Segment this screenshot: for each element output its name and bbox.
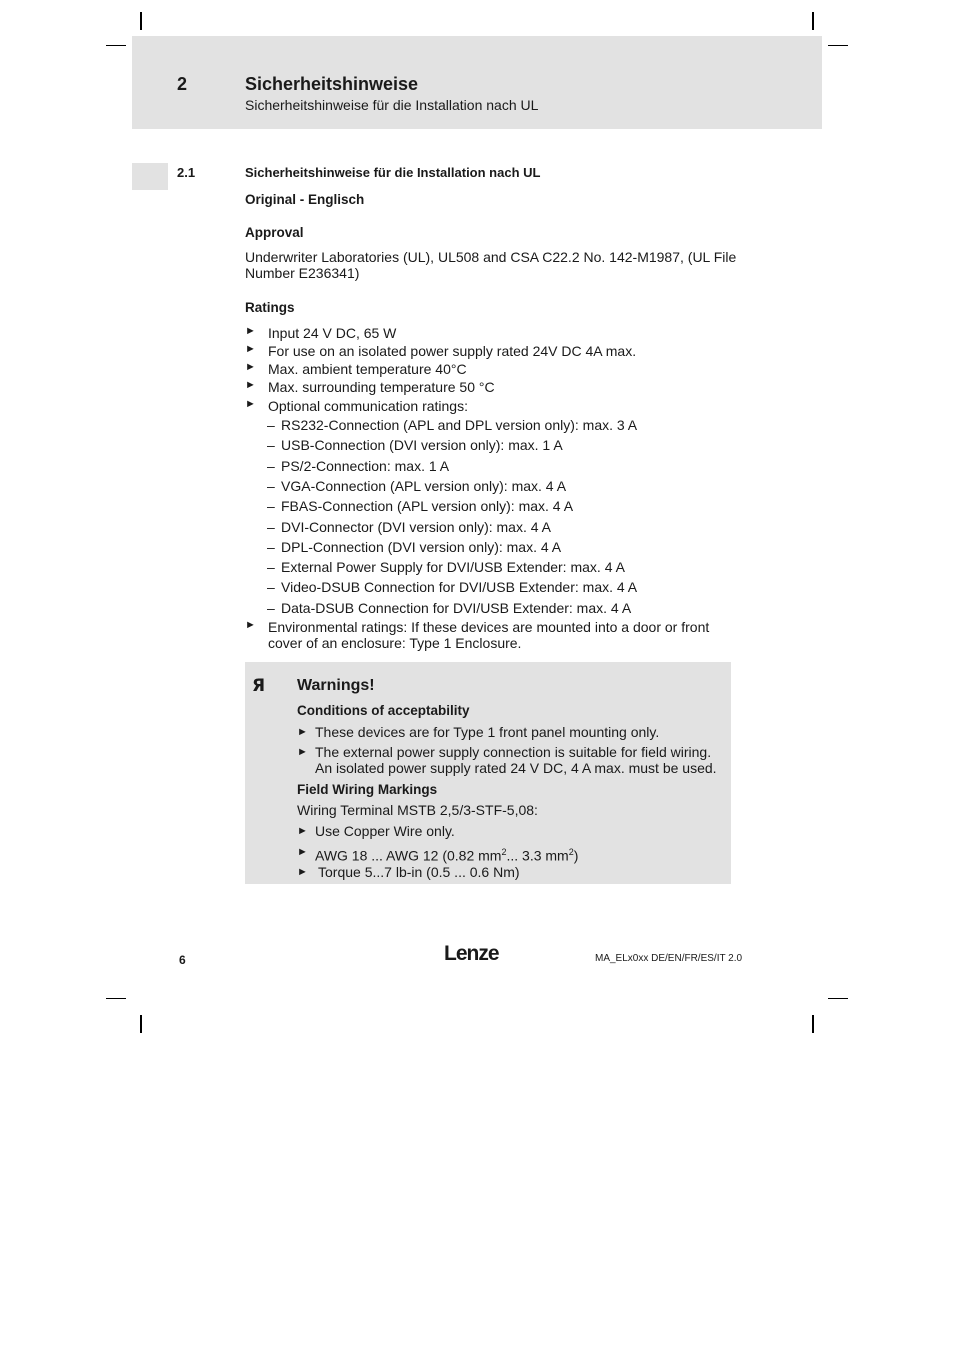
crop-mark [828, 998, 848, 999]
lenze-logo: Lenze [444, 942, 499, 965]
chapter-header-band [132, 36, 822, 129]
bullet-triangle-icon: ► [297, 846, 308, 858]
dash-icon: – [267, 498, 275, 514]
crop-mark [812, 1015, 814, 1033]
chapter-subtitle: Sicherheitshinweise für die Installation nach UL [245, 97, 539, 113]
dash-icon: – [267, 519, 275, 535]
dash-icon: – [267, 539, 275, 555]
original-note: Original - Englisch [245, 192, 365, 207]
dash-icon: – [267, 559, 275, 575]
crop-mark [106, 998, 126, 999]
section-marker [132, 163, 168, 190]
list-item: ► For use on an isolated power supply rated 24V DC 4A max. [245, 343, 637, 359]
bullet-triangle-icon: ► [245, 361, 256, 373]
list-item: ► Input 24 V DC, 65 W [245, 325, 397, 341]
page-number: 6 [179, 953, 186, 967]
bullet-triangle-icon: ► [297, 726, 308, 738]
list-item: – VGA-Connection (APL version only): max. 4 A [267, 478, 567, 494]
bullet-triangle-icon: ► [297, 825, 308, 837]
crop-mark [140, 12, 142, 30]
list-item: – DPL-Connection (DVI version only): max. 4 A [267, 539, 562, 555]
bullet-triangle-icon: ► [245, 379, 256, 391]
section-number: 2.1 [177, 165, 196, 180]
dash-icon: – [267, 579, 275, 595]
approval-text-line: Underwriter Laboratories (UL), UL508 and CSA C22.2 No. 142-M1987, (UL File [245, 249, 737, 265]
crop-mark [828, 45, 848, 46]
list-item: ► Max. ambient temperature 40°C [245, 361, 467, 377]
bullet-triangle-icon: ► [297, 866, 308, 878]
chapter-number: 2 [177, 74, 188, 94]
dash-icon: – [267, 437, 275, 453]
svg-text:Я: Я [252, 676, 266, 694]
list-item: – Video-DSUB Connection for DVI/USB Extender: max. 4 A [267, 579, 638, 595]
list-item: ► Environmental ratings: If these devices are mounted into a door or front cover of an enclosure: Type 1 Enclosure. [245, 619, 710, 651]
terminal-text: Wiring Terminal MSTB 2,5/3-STF-5,08: [297, 802, 538, 818]
bullet-triangle-icon: ► [245, 325, 256, 337]
warning-title: Warnings! [297, 677, 375, 694]
list-item: ► Max. surrounding temperature 50 °C [245, 379, 495, 395]
list-item: – PS/2-Connection: max. 1 A [267, 458, 450, 474]
ratings-heading: Ratings [245, 300, 295, 315]
bullet-triangle-icon: ► [297, 746, 308, 758]
section-title: Sicherheitshinweise für die Installation nach UL [245, 165, 541, 180]
crop-mark [812, 12, 814, 30]
list-item: – RS232-Connection (APL and DPL version only): max. 3 A [267, 417, 638, 433]
approval-text-line: Number E236341) [245, 265, 360, 281]
crop-mark [140, 1015, 142, 1033]
list-item: ► Optional communication ratings: [245, 398, 468, 414]
field-wiring-heading: Field Wiring Markings [297, 782, 438, 797]
document-id: MA_ELx0xx DE/EN/FR/ES/IT 2.0 [595, 953, 743, 964]
list-item: – DVI-Connector (DVI version only): max. 4 A [267, 519, 551, 535]
list-item: – FBAS-Connection (APL version only): max. 4 A [267, 498, 574, 514]
dash-icon: – [267, 417, 275, 433]
bullet-triangle-icon: ► [245, 398, 256, 410]
dash-icon: – [267, 478, 275, 494]
chapter-title: Sicherheitshinweise [245, 74, 419, 94]
dash-icon: – [267, 600, 275, 616]
bullet-triangle-icon: ► [245, 343, 256, 355]
list-item: – USB-Connection (DVI version only): max. 1 A [267, 437, 563, 453]
dash-icon: – [267, 458, 275, 474]
ul-listing-mark-icon [252, 676, 278, 694]
bullet-triangle-icon: ► [245, 619, 256, 631]
approval-heading: Approval [245, 225, 304, 240]
crop-mark [106, 45, 126, 46]
list-item: – Data-DSUB Connection for DVI/USB Extender: max. 4 A [267, 600, 632, 616]
conditions-heading: Conditions of acceptability [297, 703, 470, 718]
approval-text [245, 249, 736, 281]
list-item: – External Power Supply for DVI/USB Extender: max. 4 A [267, 559, 625, 575]
